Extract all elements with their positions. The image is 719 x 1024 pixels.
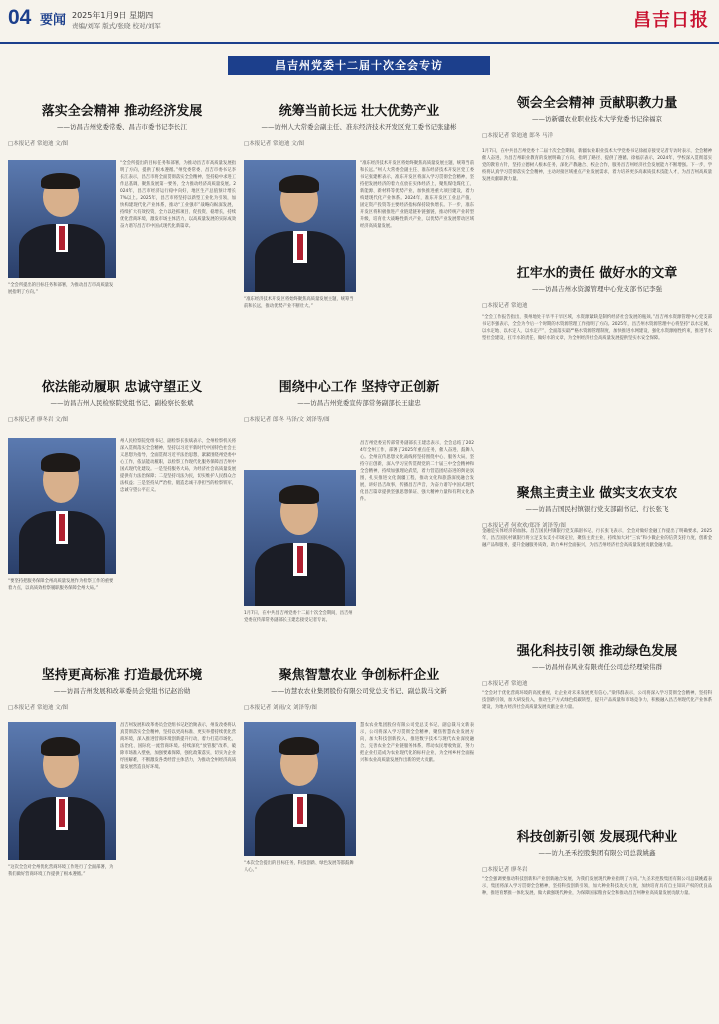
article-byline: □本报记者 常迪迪 郎冬 马洋: [482, 133, 553, 139]
newspaper-logo: 昌吉日报: [633, 10, 709, 31]
article-body: “准东经济技术开发区将始终聚焦高质量发展主题，统筹当前和长远。”州人大常委会副主任、准东经济技术开发区党工委书记张建彬表示，准东开发区将深入学习贯彻全会精神，坚持把发展经济的着力点放在实体经济上，聚焦煤电煤化工、新能源、新材料等优势产业，加快推进重大项目建设，着力构建现代化产业体系。2024年，准东开发区工业总产值、固定资产投资等主要经济指标保持较快增长。下一步，准东开发区将积极推进产业链延链补链强链，推动传统产业转型升级，培育壮大战略性新兴产业，以优势产业发展带动区域经济高质量发展。: [360, 161, 474, 229]
page-name: 要闻: [40, 13, 67, 28]
article-body: “全会强调要推动科技创新和产业创新融合发展，为我们发展现代种业指明了方向。”九圣禾控股集团有限公司总裁姚鑫表示，集团将深入学习贯彻全会精神，坚持科技创新引领，加大种业科技攻关力度，加快培育具有自主知识产权的优良品种，推进育繁推一体化发展，做大做强现代种业，为保障国家粮食安全和推动昌吉州种业高质量发展贡献力量。: [482, 877, 712, 896]
article-zhang-jianbin: [244, 100, 474, 147]
article-body: 金融是实体经济的血脉。昌吉国民村镇银行党支部副书记、行长张飞表示，全会对做好金融工作提出了明确要求。2025年，昌吉国民村镇银行将立足支农支小市场定位，聚焦主责主业，持续加大对“三农”和小微企业的信贷支持力度，创新金融产品和服务，提升金融服务质效，助力乡村全面振兴，为昌吉州经济社会高质量发展贡献金融力量。: [482, 529, 712, 548]
portrait-photo: [244, 470, 356, 606]
article-byline: □本报记者 刘雨/文 刘泽等/图: [244, 705, 317, 711]
article-title: 聚焦主责主业 做实支农支农: [516, 486, 678, 501]
article-byline: □本报记者 廖冬岩 文/图: [8, 417, 69, 423]
article-subtitle: ——访慧农农业集团股份有限公司党总支书记、副总裁马文新: [271, 687, 447, 695]
photo-caption: “要坚持把服务保障全州高质量发展作为检察工作的重要着力点，以高质效检察履职服务保障全州大局。”: [8, 579, 114, 591]
portrait-photo: [8, 160, 116, 278]
article-subtitle: ——访昌吉州党委宣传部常务副部长王建忠: [297, 399, 421, 407]
photo-caption: 1月7日，在中共昌吉州党委十二届十次全会期间，昌吉州党委宣传部常务副部长王建忠接受记者专访。: [244, 611, 353, 623]
article-byline: □本报记者 何欢欢/郑泽 刘泽等/图: [482, 523, 566, 529]
article-title: 坚持更高标准 打造最优环境: [41, 668, 203, 683]
article-li-qiang: [482, 262, 712, 309]
article-byline: □本报记者 常迪迪 文/图: [8, 141, 69, 147]
article-subtitle: ——访昌州春风业有限责任公司总经理梁伟群: [532, 663, 662, 671]
article-zhang-fei: [482, 482, 712, 529]
article-liang-weiqun: [482, 640, 712, 687]
portrait-photo: [244, 722, 356, 856]
article-li-changjiang: [8, 100, 236, 147]
photo-caption: “本次全会提出的目标任务，科技创新、绿色发展等都鼓舞人心。”: [244, 861, 354, 873]
photo-caption: “这次全会对全州优化营商环境工作进行了全面部署，为我们做好营商环境工作提供了根本遵循。”: [8, 865, 114, 877]
article-wang-jianzhong: [244, 376, 474, 423]
article-title: 扛牢水的责任 做好水的文章: [516, 266, 678, 281]
article-body: 州人民检察院党组书记、副检察长张斌表示，全州检察机关将深入贯彻落实全会精神，坚持以习近平新时代中国特色社会主义思想为指导，全面贯彻习近平法治思想，紧紧围绕州党委中心工作，依法能动履职，以检察工作现代化服务保障昌吉州中国式现代化建设。一是坚持服务大局，为经济社会高质量发展提供有力法治保障；二是坚持司法为民，切实维护人民群众合法权益；三是坚持从严治检，锻造忠诚干净担当的检察铁军，忠诚守望公平正义。: [120, 439, 236, 493]
page-number: 04: [8, 6, 32, 29]
article-xu-fujing: [482, 92, 712, 139]
article-body: 昌吉州发展和改革委员会党组书记赵治勋表示，州发改委将认真贯彻落实全会精神，坚持以更高标准、更实举措持续优化营商环境，深入推进营商环境创新提升行动，着力打造市场化、法治化、国际化一流营商环境。持续深化“放管服”改革，破除市场准入壁垒，加强要素保障，强化政策落实，切实为企业纾困解难，不断激发各类经营主体活力，为推动全州经济高质量发展营造良好环境。: [120, 723, 236, 770]
article-title: 统筹当前长远 壮大优势产业: [278, 104, 440, 119]
article-subtitle: ——访州人大常委会副主任、准东经济技术开发区党工委书记张建彬: [261, 123, 457, 131]
photo-caption: “准东经济技术开发区将始终聚焦高质量发展主题，统筹当前和长远，推动优势产业不断壮大。”: [244, 297, 354, 309]
article-byline: □本报记者 常迪迪 文/图: [244, 141, 305, 147]
article-title: 围绕中心工作 坚持守正创新: [278, 380, 440, 395]
article-subtitle: ——访昌吉州党委常委、昌吉市委书记李长江: [57, 123, 187, 131]
article-title: 科技创新引领 发展现代种业: [516, 830, 678, 845]
article-title: 强化科技引领 推动绿色发展: [516, 644, 678, 659]
article-body: “全会对于优化营商环境的高度重视，让企业对未来发展更有信心。”梁伟群表示，公司将深入学习贯彻全会精神，坚持科技创新引领，加大研发投入，推动生产方式绿色低碳转型，提升产品质量和市场竞争力，积极融入昌吉州现代化产业体系建设，为地方经济社会高质量发展贡献企业力量。: [482, 691, 712, 710]
date-line: 2025年1月9日 星期四: [72, 11, 154, 20]
article-byline: □本报记者 郎冬 马泽/文 刘泽等/图: [244, 417, 330, 423]
article-title: 依法能动履职 忠诚守望正义: [41, 380, 203, 395]
article-body: “全会工作报告指出，我州地处干旱半干旱区域，水资源紧缺是制约经济社会发展的瓶颈。”昌吉州水资源管理中心党支部书记李强表示，全会为今后一个时期的水资源管理工作指明了方向。2025年，昌吉州水资源管理中心将坚持“以水定城、以水定地、以水定人、以水定产”，全面落实最严格水资源管理制度，加快推进水网建设，强化水资源刚性约束，推进节水型社会建设，扛牢水的责任，做好水的文章，为全州经济社会高质量发展提供坚实水安全保障。: [482, 315, 712, 341]
article-title: 领会全会精神 贡献职教力量: [516, 96, 678, 111]
article-subtitle: ——访昌吉州水资源管理中心党支部书记李强: [532, 285, 662, 293]
article-body: 1月7日，在中共昌吉州党委十二届十次全会期间，新疆农业职业技术大学党委书记徐福京接受记者专访时表示，全会精神催人奋进，为昌吉州职业教育的发展明确了方向、指明了路径、提供了遵循。徐福京表示，2024年，学校深入贯彻落实党的教育方针，坚持立德树人根本任务，深化产教融合、校企合作，服务昌吉州经济社会发展能力不断增强。下一步，学校将认真学习贯彻落实全会精神，主动对接区域重点产业发展需求，着力培养更多高素质技术技能人才，为昌吉州高质量发展贡献职教力量。: [482, 149, 712, 182]
article-zhang-bin: [8, 376, 236, 423]
portrait-photo: [244, 160, 356, 292]
article-byline: □本报记者 廖冬岩: [482, 867, 528, 873]
article-byline: □本报记者 常迪迪: [482, 303, 528, 309]
article-ma-wenxin: [244, 664, 474, 711]
article-title: 落实全会精神 推动经济发展: [41, 104, 203, 119]
article-body: “全会所提出的目标任务和部署，为推动昌吉市高质量发展指明了方向，提供了根本遵循。”州党委常委、昌吉市委书记李长江表示，昌吉市将全面贯彻落实全会精神，坚持稳中求进工作总基调，聚焦发展第一要务，全力推动经济高质量发展。2024年，昌吉市经济运行稳中向好，地区生产总值预计增长7%以上。2025年，昌吉市将坚持以新型工业化为引领，加快构建现代化产业体系，推动“工业强市”战略向纵深发展，持续扩大有效投资，全力以赴抓项目、促投资、稳增长，持续优化营商环境，激发市场主体活力，以高质量发展的实际成效奋力谱写昌吉市中国式现代化新篇章。: [120, 161, 236, 229]
article-subtitle: ——访九圣禾控股集团有限公司总裁姚鑫: [538, 849, 656, 857]
article-subtitle: ——访新疆农业职业技术大学党委书记徐福京: [532, 115, 662, 123]
article-subtitle: ——访昌吉州人民检察院党组书记、副检察长张斌: [50, 399, 194, 407]
article-body: 慧农农业集团股份有限公司党总支书记、副总裁马文新表示，公司将深入学习贯彻全会精神，聚焦智慧农业发展方向，加大科技创新投入，推进数字技术与现代农业深度融合，完善农业全产业链服务体系，带动农民增收致富，努力把企业打造成为农业现代化的标杆企业，为全州乡村全面振兴和农业高质量发展作出新的更大贡献。: [360, 723, 474, 763]
article-subtitle: ——访昌吉国民村镇银行党支部副书记、行长张飞: [525, 505, 669, 513]
article-zhao-zhixun: [8, 664, 236, 711]
article-byline: □本报记者 常迪迪: [482, 681, 528, 687]
page-header: [0, 0, 719, 44]
portrait-photo: [8, 438, 116, 574]
portrait-photo: [8, 722, 116, 860]
article-yao-xin: [482, 826, 712, 873]
editor-line: 责编/刘军 版式/张晓 校对/刘军: [72, 22, 161, 30]
photo-caption: “全会所提出的目标任务和部署，为推动昌吉市高质量发展指明了方向。”: [8, 283, 114, 295]
article-title: 聚焦智慧农业 争创标杆企业: [278, 668, 440, 683]
article-subtitle: ——访昌吉州发展和改革委员会党组书记赵治勋: [53, 687, 191, 695]
topic-banner: 昌吉州党委十二届十次全会专访: [228, 56, 490, 75]
article-body: 昌吉州党委宣传部常务副部长王建忠表示，全会总结了2024年全州工作，部署了2025年重点任务，催人奋进、鼓舞人心。全州宣传思想文化战线将坚持围绕中心、服务大局，坚持守正创新，深入学习宣传贯彻党的二十届三中全会精神和全会精神，持续加强理论武装，着力营造团结奋进的舆论氛围，扎实推进文化润疆工程，推动文化和旅游深度融合发展，讲好昌吉故事，传播昌吉声音，为奋力谱写中国式现代化昌吉篇章提供坚强思想保证、强大精神力量和有利文化条件。: [360, 441, 474, 502]
article-byline: □本报记者 常迪迪 文/图: [8, 705, 69, 711]
